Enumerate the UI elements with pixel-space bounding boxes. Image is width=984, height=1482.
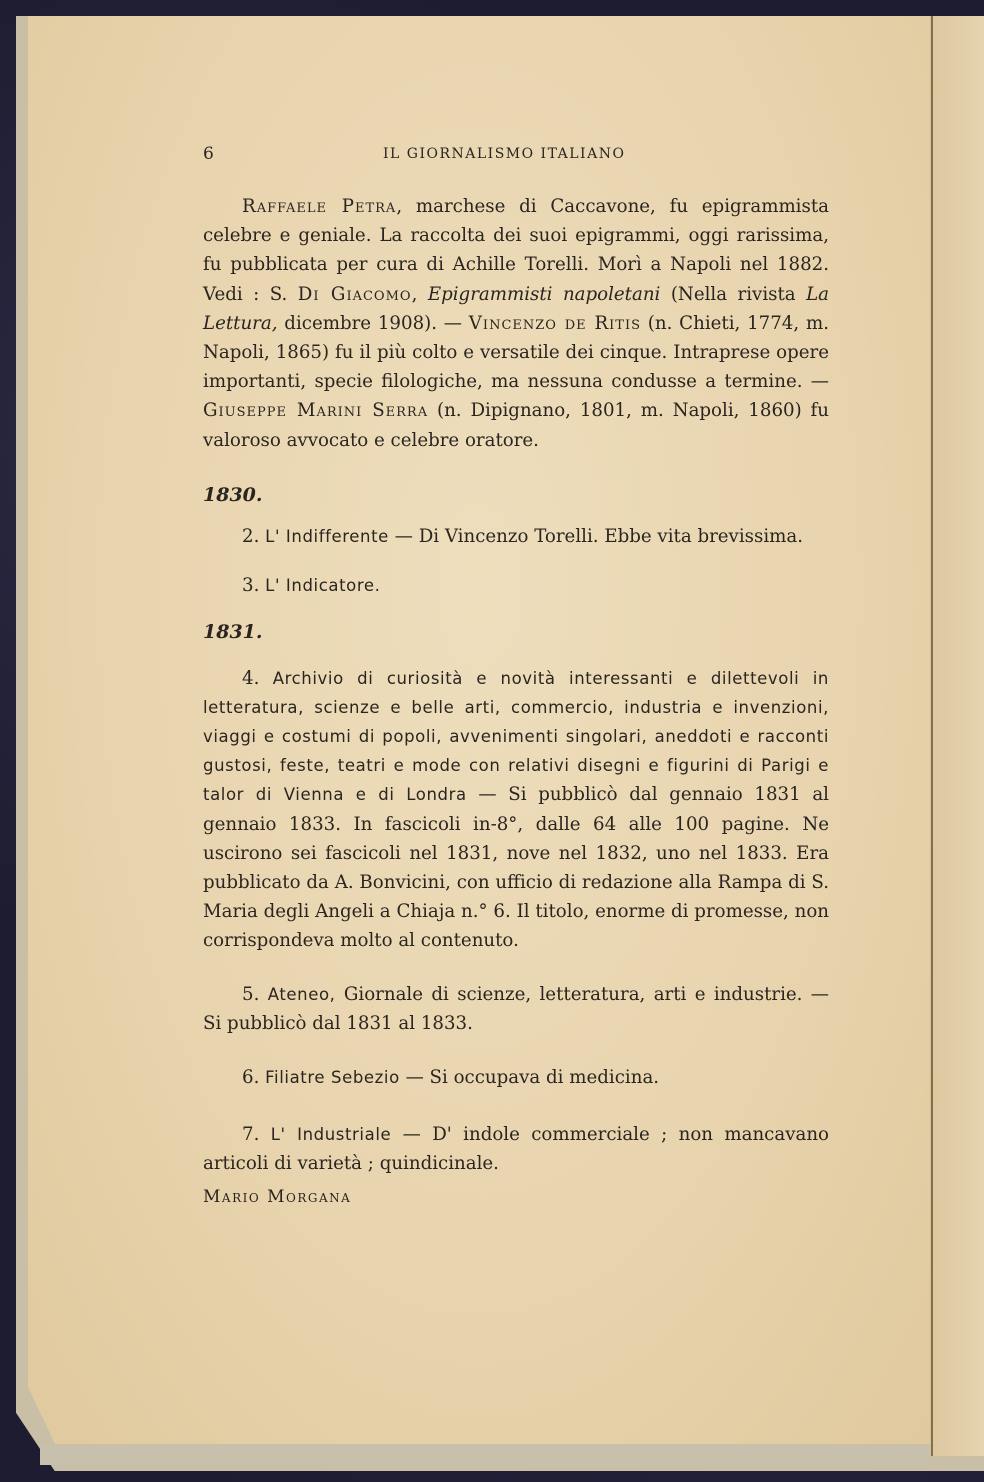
newspaper-title: L' Industriale	[270, 1125, 392, 1145]
entry-number: 5.	[242, 983, 260, 1005]
page-content	[203, 140, 829, 1212]
person-name: Giuseppe Marini Serra	[203, 400, 429, 422]
text-run: dicembre 1908). —	[277, 312, 469, 334]
entry-number: 7.	[242, 1124, 260, 1146]
year-heading-1831: 1831.	[203, 621, 263, 644]
entry-text: Giornale di scienze, letteratura, arti e industrie. — Si pubblicò dal 1831 al 1833.	[203, 983, 829, 1034]
person-name: Raffaele Petra	[242, 196, 397, 217]
page-number: 6	[203, 144, 214, 164]
entry-text: — Si pubblicò dal gennaio 1831 al gennaio 1833. In fascicoli in-8°, dalle 64 alle 100 pagine. Ne uscirono sei fascicoli nel 1831, nove nel 1832, uno nel 1833. Era pubblicato da A. Bonvicini, con ufficio di redazione alla Rampa di S. Maria degli Angeli a Chiaja n.° 6. Il titolo, enorme di promesse, non corrispondeva molto al contenuto.	[203, 784, 829, 952]
entry-5	[203, 980, 829, 1038]
person-name: Di Giacomo	[297, 283, 412, 305]
text-run: , marchese di Caccavone, fu epigrammista celebre e geniale. La raccolta dei suoi epigrammi, oggi rarissima, fu pubblicata per cura di Achille Torelli. Morì a Napoli nel 1882. Vedi : S.	[203, 196, 829, 305]
text-run: (Nella rivista	[660, 283, 807, 305]
entry-text: — Di Vincenzo Torelli. Ebbe vita brevissima.	[388, 526, 804, 548]
entry-6	[203, 1063, 829, 1092]
author-signature: Mario Morgana	[203, 1186, 352, 1207]
entry-4	[203, 664, 829, 956]
page-bottom-edge	[40, 1445, 930, 1465]
entry-number: 6.	[242, 1067, 260, 1089]
intro-paragraph	[203, 192, 829, 455]
running-head	[203, 140, 829, 170]
newspaper-title: L' Indifferente	[265, 527, 389, 547]
year-heading-1830: 1830.	[203, 483, 263, 506]
adjacent-page-edge	[931, 16, 984, 1456]
text-run: (n. Chieti, 1774, m. Napoli, 1865) fu il più colto e versatile dei cinque. Intraprese opere importanti, specie filologiche, ma nessuna condusse a termine. —	[203, 312, 829, 393]
work-title: Epigrammisti napoletani	[427, 283, 661, 305]
entry-7	[203, 1120, 829, 1178]
entry-text: — D' indole commerciale ; non mancavano articoli di varietà ; quindicinale.	[203, 1124, 829, 1175]
person-name: Vincenzo de Ritis	[468, 312, 641, 334]
magazine-title: La Lettura,	[203, 283, 829, 334]
newspaper-title: L' Indicatore.	[265, 576, 381, 596]
entry-2	[203, 522, 829, 551]
text-run: ,	[411, 283, 428, 305]
newspaper-title: Ateneo,	[267, 984, 336, 1004]
text-run: (n. Dipignano, 1801, m. Napoli, 1860) fu valoroso avvocato e celebre oratore.	[203, 400, 830, 451]
newspaper-title: Archivio di curiosità e novità interessanti e dilettevoli in letteratura, scienze e belle arti, commercio, industria e invenzioni, viaggi e costumi di popoli, avvenimenti singolari, aneddoti e racconti gustosi, feste, teatri e mode con relativi disegni e figurini di Parigi e talor di Vienna e di Londra	[203, 668, 829, 805]
entry-number: 3.	[242, 575, 260, 597]
newspaper-title: Filiatre Sebezio	[265, 1068, 400, 1088]
running-title: IL GIORNALISMO ITALIANO	[383, 146, 626, 162]
entry-text: — Si occupava di medicina.	[399, 1067, 660, 1089]
entry-3	[203, 571, 829, 600]
entry-number: 2.	[242, 526, 260, 548]
entry-number: 4.	[242, 667, 260, 689]
